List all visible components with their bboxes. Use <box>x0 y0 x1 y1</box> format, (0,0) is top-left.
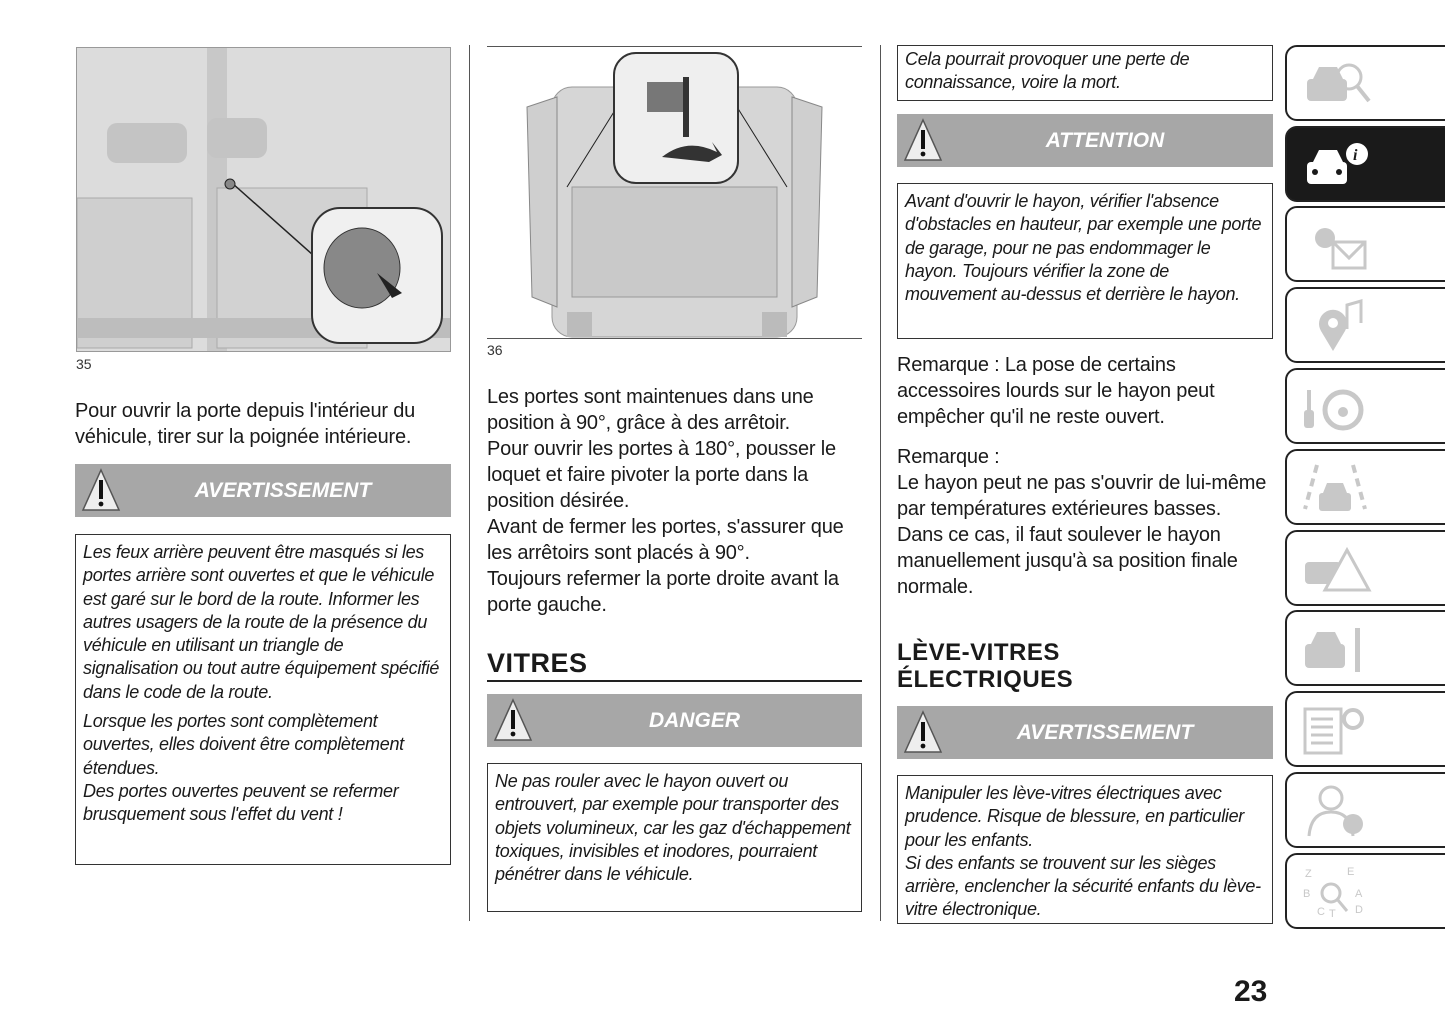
data-gear-icon <box>1303 703 1373 759</box>
attention-title: ATTENTION <box>1045 128 1165 152</box>
remark-text: La pose de certains accessoires lourds sur le hayon peut empêcher qu'il ne reste ouvert. <box>897 354 1215 428</box>
paragraph <box>487 384 863 618</box>
car-wrench-icon <box>1303 622 1373 678</box>
tab-warning-lights[interactable] <box>1285 206 1445 282</box>
attention-box <box>897 183 1273 339</box>
warning-triangle-icon <box>493 698 533 742</box>
warning-lights-icon <box>1303 218 1373 274</box>
remark-text: Le hayon peut ne pas s'ouvrir de lui-même par températures extérieures basses. <box>897 472 1267 520</box>
figure-rule <box>487 338 862 339</box>
svg-text:T: T <box>1329 908 1336 920</box>
danger-header <box>487 694 862 747</box>
figure-36-rear-doors <box>487 47 862 338</box>
warning-title: AVERTISSEMENT <box>194 478 372 502</box>
remark-text: Dans ce cas, il faut soulever le hayon manuellement jusqu'à sa position finale normale. <box>897 524 1238 598</box>
column-divider <box>469 45 470 921</box>
tab-driving[interactable] <box>1285 368 1445 444</box>
tab-contacts[interactable] <box>1285 772 1445 848</box>
svg-text:i: i <box>1353 147 1358 164</box>
danger-text: Cela pourrait provoquer une perte de connaissance, voire la mort. <box>905 49 1190 93</box>
paragraph-line: Avant de fermer les portes, s'assurer que les arrêtoirs sont placés à 90°. <box>487 516 844 564</box>
figure-number: 35 <box>76 356 92 372</box>
tab-index[interactable] <box>1285 853 1445 929</box>
svg-text:E: E <box>1347 866 1355 878</box>
warning-text: Les feux arrière peuvent être masqués si les portes arrière sont ouvertes et que le véhicule est garé sur le bord de la route. Informer les autres usagers de la route de la présence du véhicule en utilisant un triangle de signalisation ou tout autre équipement spécifié dans le code de la route. <box>83 542 440 702</box>
tab-car-search[interactable] <box>1285 45 1445 121</box>
warning-header <box>75 464 451 517</box>
warning-triangle-icon <box>903 118 943 162</box>
lane-assist-icon <box>1303 461 1373 517</box>
emergency-icon <box>1303 542 1373 598</box>
person-info-icon <box>1303 784 1373 840</box>
column-divider <box>880 45 881 921</box>
figure-35-door-handle <box>76 47 451 352</box>
danger-title: DANGER <box>648 708 740 732</box>
heading-rule <box>487 680 862 682</box>
paragraph-line: Les portes sont maintenues dans une position à 90°, grâce à des arrêtoir. <box>487 386 814 434</box>
danger-text: Ne pas rouler avec le hayon ouvert ou entrouvert, par exemple pour transporter des objets volumineux, car les gaz d'échappement toxiques, invisibles et inodores, pourraient pénétrer dans le véhicule. <box>495 771 851 885</box>
svg-text:Z: Z <box>1305 868 1312 880</box>
navigation-music-icon <box>1303 299 1373 355</box>
alphabet-index-icon <box>1303 865 1373 921</box>
paragraph: Pour ouvrir la porte depuis l'intérieur du véhicule, tirer sur la poignée intérieure. <box>75 400 416 448</box>
remark-2 <box>897 444 1273 600</box>
section-heading <box>897 639 1073 693</box>
warning-box <box>897 775 1273 924</box>
svg-text:C: C <box>1317 906 1325 918</box>
car-info-icon <box>1303 138 1373 194</box>
warning-header <box>897 706 1273 759</box>
svg-text:B: B <box>1303 888 1311 900</box>
paragraph-line: Pour ouvrir les portes à 180°, pousser le loquet et faire pivoter la porte dans la position désirée. <box>487 438 836 512</box>
warning-text: Lorsque les portes sont complètement ouvertes, elles doivent être complètement étendues. <box>83 711 404 778</box>
remark-label: Remarque : <box>897 354 1000 376</box>
svg-text:D: D <box>1355 904 1363 916</box>
warning-text: Si des enfants se trouvent sur les sièges arrière, enclencher la sécurité enfants du lève-vitre électronique. <box>905 852 1261 920</box>
svg-text:A: A <box>1355 888 1363 900</box>
car-search-icon <box>1303 57 1373 113</box>
heading-line: LÈVE-VITRES <box>897 639 1060 666</box>
warning-triangle-icon <box>903 710 943 754</box>
tab-technical-data[interactable] <box>1285 691 1445 767</box>
danger-box <box>487 763 862 912</box>
attention-text: Avant d'ouvrir le hayon, vérifier l'absence d'obstacles en hauteur, par exemple une porte de garage, pour ne pas endommager le hayon. Toujours vérifier la zone de mouvement au-dessus et derrière le hayon. <box>905 191 1262 305</box>
tab-navigation-multimedia[interactable] <box>1285 287 1445 363</box>
warning-text: Des portes ouvertes peuvent se refermer brusquement sous l'effet du vent ! <box>83 780 399 825</box>
tab-emergency[interactable] <box>1285 530 1445 606</box>
steering-wheel-icon <box>1303 380 1373 436</box>
danger-box-continued <box>897 45 1273 101</box>
tab-maintenance[interactable] <box>1285 610 1445 686</box>
attention-header <box>897 114 1273 167</box>
figure-number: 36 <box>487 342 503 358</box>
remark-1 <box>897 352 1273 430</box>
tab-car-info[interactable] <box>1285 126 1445 202</box>
section-heading: VITRES <box>487 648 588 678</box>
warning-box <box>75 534 451 865</box>
heading-line: ÉLECTRIQUES <box>897 666 1074 693</box>
warning-triangle-icon <box>81 468 121 512</box>
remark-label: Remarque : <box>897 446 1000 468</box>
tab-driver-assist[interactable] <box>1285 449 1445 525</box>
warning-text: Manipuler les lève-vitres électriques avec prudence. Risque de blessure, en particulier pour les enfants. <box>905 783 1245 850</box>
paragraph-line: Toujours refermer la porte droite avant la porte gauche. <box>487 568 839 616</box>
warning-title: AVERTISSEMENT <box>1016 720 1194 744</box>
page-number: 23 <box>1234 975 1268 1008</box>
